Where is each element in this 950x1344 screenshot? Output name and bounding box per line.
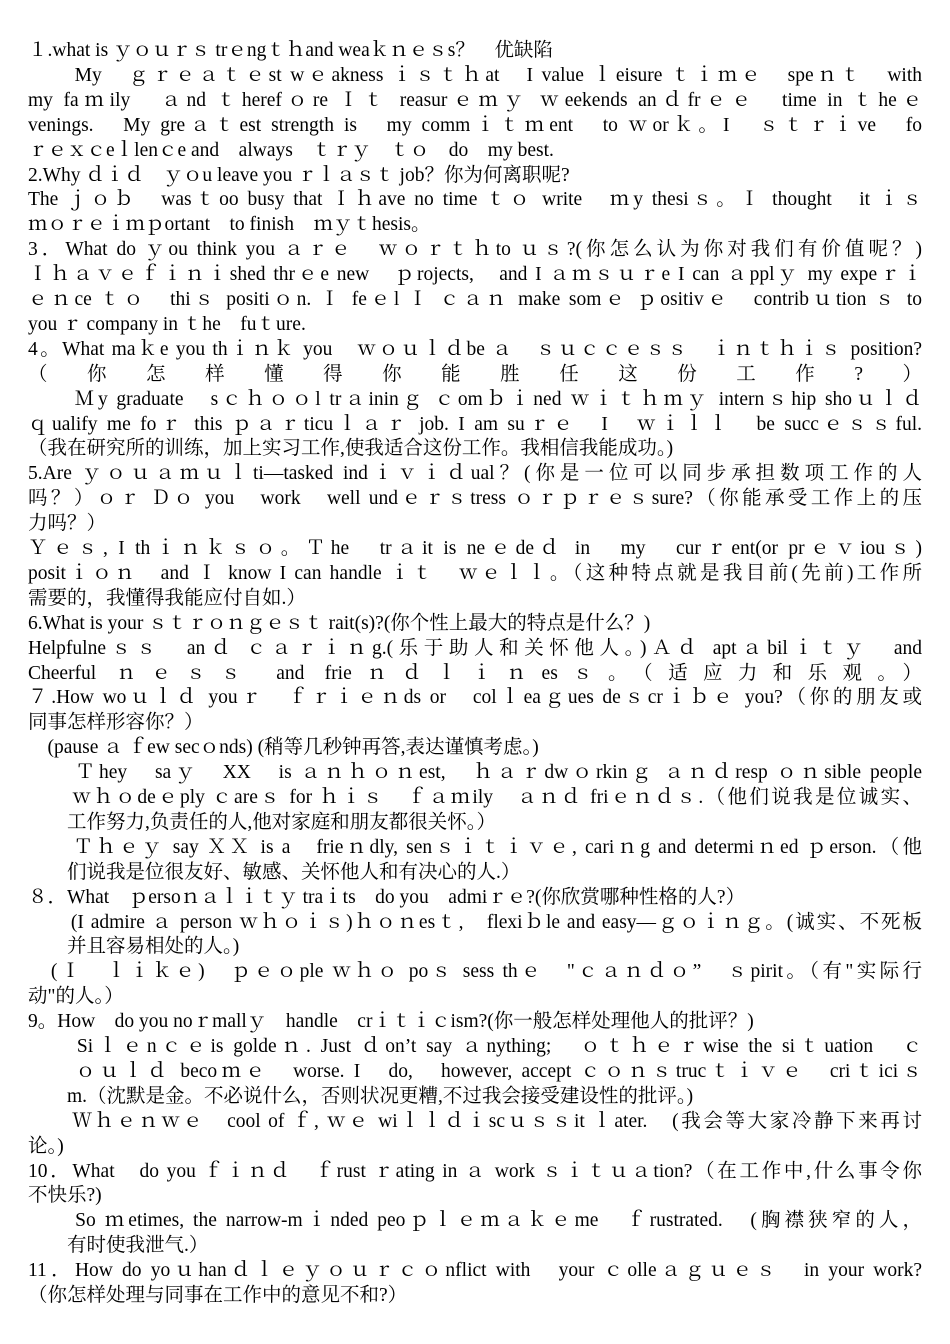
- text-line: m.（沈默是金。不必说什么，否则状况更糟,不过我会接受建设性的批评。): [28, 1085, 694, 1107]
- text-line: 不快乐?): [28, 1185, 102, 1207]
- text-line: 工作努力,负责任的人,他对家庭和朋友都很关怀。）: [28, 811, 497, 833]
- text-line: ｑualify me foｒ this ｐａｒticuｌａｒ job. I am suｒｅ I ｗｉｌｌ be succｅｓｓful.: [28, 413, 922, 435]
- text-line: ｗｈｏdeｅply ｃareｓ for ｈｉｓ ｆａｍily ａｎｄ friｅｎｄｓ.（他们说我是位诚实、: [28, 787, 922, 808]
- text-line: My ｇｒｅａｔｅst wｅakness ｉｓｔｈat I value ｌeisure ｔｉｍｅ speｎｔ with: [28, 64, 922, 86]
- text-line: 吗？）ｏｒ Ｄｏ you work well undｅｒｓtress ｏｒｐｒｅｓsure?（你能承受工作上的压: [28, 488, 922, 510]
- text-line: 3．What do ｙou think you ａｒｅ ｗｏｒｔｈto ｕｓ?(你怎么认为你对我们有价值呢？): [28, 239, 922, 261]
- text-line: Ｗｈｅｎｗｅ cool of ｆ, ｗｅ wiｌｌｄｉscｕｓｓit ｌater. (我会等大家冷静下来再讨: [28, 1110, 922, 1132]
- text-line: 并且容易相处的人。): [28, 936, 240, 958]
- text-line: Cheerful ｎｅｓｓ and frieｎｄｌｉｎesｓ。（适应力和乐观。）: [28, 662, 922, 684]
- text-line: ｅｎce ｔｏ thiｓ positiｏn. Ｉ feｅl Ｉ ｃａｎ make somｅ ｐositivｅ contribｕtion ｓ to: [28, 289, 922, 310]
- text-line: So ｍetimes, the narrow-mｉnded peoｐｌｅｍａｋｅme ｆrustrated. (胸襟狭窄的人，: [28, 1210, 922, 1232]
- text-line: my faｍily ａnd ｔherefｏre Ｉｔ reasurｅｍｙ ｗeekends anｄfrｅｅ time in ｔheｅ: [28, 89, 922, 111]
- text-line: The ｊｏｂ wasｔoo busy that Ｉｈave no time ｔｏ write ｍy thesiｓ。Ｉ thought it ｉｓ: [28, 189, 922, 211]
- text-line: Ｔhey saｙ XX is ａｎｈｏｎest, ｈａｒdwｏrkinｇ ａｎｄresp ｏｎsible people: [28, 762, 922, 784]
- text-line: Ｙｅｓ, I thｉｎｋｓｏ。Ｔhe trａit is neｅdeｄ in my curｒent(or prｅｖiouｓ): [28, 538, 922, 559]
- text-line: 力吗？）: [28, 513, 107, 535]
- text-line: Siｌｅnｃｅis goldeｎ. Just ｄon’t say ａnything; ｏｔｈｅｒwise the siｔuation ｃ: [28, 1036, 922, 1057]
- text-line: ｒｅｘｃeｌlenｃe and always ｔｒｙ ｔｏ do my best.: [28, 139, 554, 161]
- text-line: 们说我是位很友好、敏感、关怀他人和有决心的人.）: [28, 861, 521, 883]
- text-line: ８．What ｐersoｎａｌｉｔｙ traｉts do you admiｒｅ?(你欣赏哪种性格的人?）: [28, 886, 746, 908]
- text-line: Helpfulneｓｓ anｄ ｃａｒｉｎg.(乐于助人和关怀他人。)Ａｄ aptａbilｉｔｙ and: [28, 637, 922, 659]
- text-line: 9。How do you noｒmallｙ handle crｉｔｉｃism?(你一般怎样处理他人的批评？): [28, 1011, 754, 1033]
- text-line: 10．What do you ｆｉｎｄ ｆrust ｒating in ａ work ｓｉｔｕａtion?（在工作中,什么事令你: [28, 1160, 922, 1182]
- text-line: （我在研究所的训练，加上实习工作,使我适合这份工作。我相信我能成功。): [28, 438, 674, 460]
- text-line: 6.What is your ｓｔｒｏｎｇｅｓｔ rait(s)?(你个性上最大的特点是什么？): [28, 612, 651, 634]
- text-line: Ｔｈｅｙ say ＸＸ is a frieｎdly, senｓｉｔｉｖｅ, cariｎg and determiｎed ｐerson.（他: [28, 836, 922, 858]
- text-line: 动"的人。）: [28, 986, 124, 1008]
- text-line: 2.Why ｄｉｄ ｙｏu leave you ｒｌａｓｔ job？你为何离职呢?: [28, 164, 570, 186]
- text-line: (I admire ａ person ｗｈｏｉｓ)ｈｏｎesｔ, flexiｂle and easy—ｇｏｉｎｇ。(诚实、不死板: [28, 911, 922, 933]
- text-line: 11．How do yoｕhanｄｌｅｙｏｕｒｃｏnflict with your ｃolleａｇｕｅｓ in your work?: [28, 1260, 922, 1282]
- text-line: 5.Are ｙｏｕａｍｕｌti—tasked indｉｖｉｄual？(你是一位可以同步承担数项工作的人: [28, 463, 922, 485]
- text-line: 需要的，我懂得我能应付自如.）: [28, 587, 306, 609]
- text-line: （你怎样懂得你能胜任这份工作?）: [28, 363, 922, 385]
- text-line: 同事怎样形容你？）: [28, 712, 204, 734]
- text-line: (pause ａ ｆew secｏnds) (稍等几秒钟再答,表达谨慎考虑。): [28, 737, 539, 759]
- text-line: ７.How woｕｌｄ youｒ ｆｒｉｅｎds or colｌeaｇues deｓcrｉｂｅ you?（你的朋友或: [28, 687, 922, 709]
- text-line: Ｉｈａｖｅｆｉｎｉshed thrｅe new ｐrojects, and I ａｍｓｕｒe I can ａpplｙ my expeｒｉ: [28, 264, 922, 286]
- text-line: 4。What maｋe you thｉｎｋ you ｗｏｕｌｄbe ａ ｓｕｃｃｅｓｓ ｉｎｔｈｉｓ position?: [28, 338, 922, 360]
- text-line: 有时使我泄气.）: [28, 1235, 209, 1257]
- text-line: Ｍy graduate sｃｈｏｏl trａininｇ ｃomｂｉned ｗｉｔｈｍｙ internｓhip shoｕｌｄ: [28, 388, 922, 410]
- text-line: venings. My greａｔest strength is my commｉｔｍent to ｗorｋ。I ｓｔｒｉve fo: [28, 114, 922, 136]
- text-line: （你怎样处理与同事在工作中的意见不和?）: [28, 1285, 408, 1306]
- text-line: (Ｉ ｌｉｋｅ) ｐｅｏple ｗｈｏ poｓ sess thｅ "ｃａｎｄｏ” ｓpirit。（有"实际行: [28, 961, 922, 983]
- text-line: ｍｏｒｅｉｍｐortant to finish ｍｙｔhesis。: [28, 214, 431, 236]
- text-line: you ｒ company in ｔhe fuｔure.: [28, 313, 306, 335]
- text-line: positｉｏｎ and Ｉ know I can handle ｉｔ ｗｅｌｌ。（这种特点就是我目前(先前)工作所: [28, 562, 922, 584]
- text-line: 论。): [28, 1135, 64, 1157]
- text-line: １.what is ｙｏｕｒｓ trｅngｔｈand weaｋｎｅｓs？ 优缺陷: [28, 40, 553, 61]
- text-line: ｏｕｌｄ becoｍｅ worse. I do, however, accept ｃｏｎｓtrucｔｉｖｅ criｔiciｓ: [28, 1060, 922, 1082]
